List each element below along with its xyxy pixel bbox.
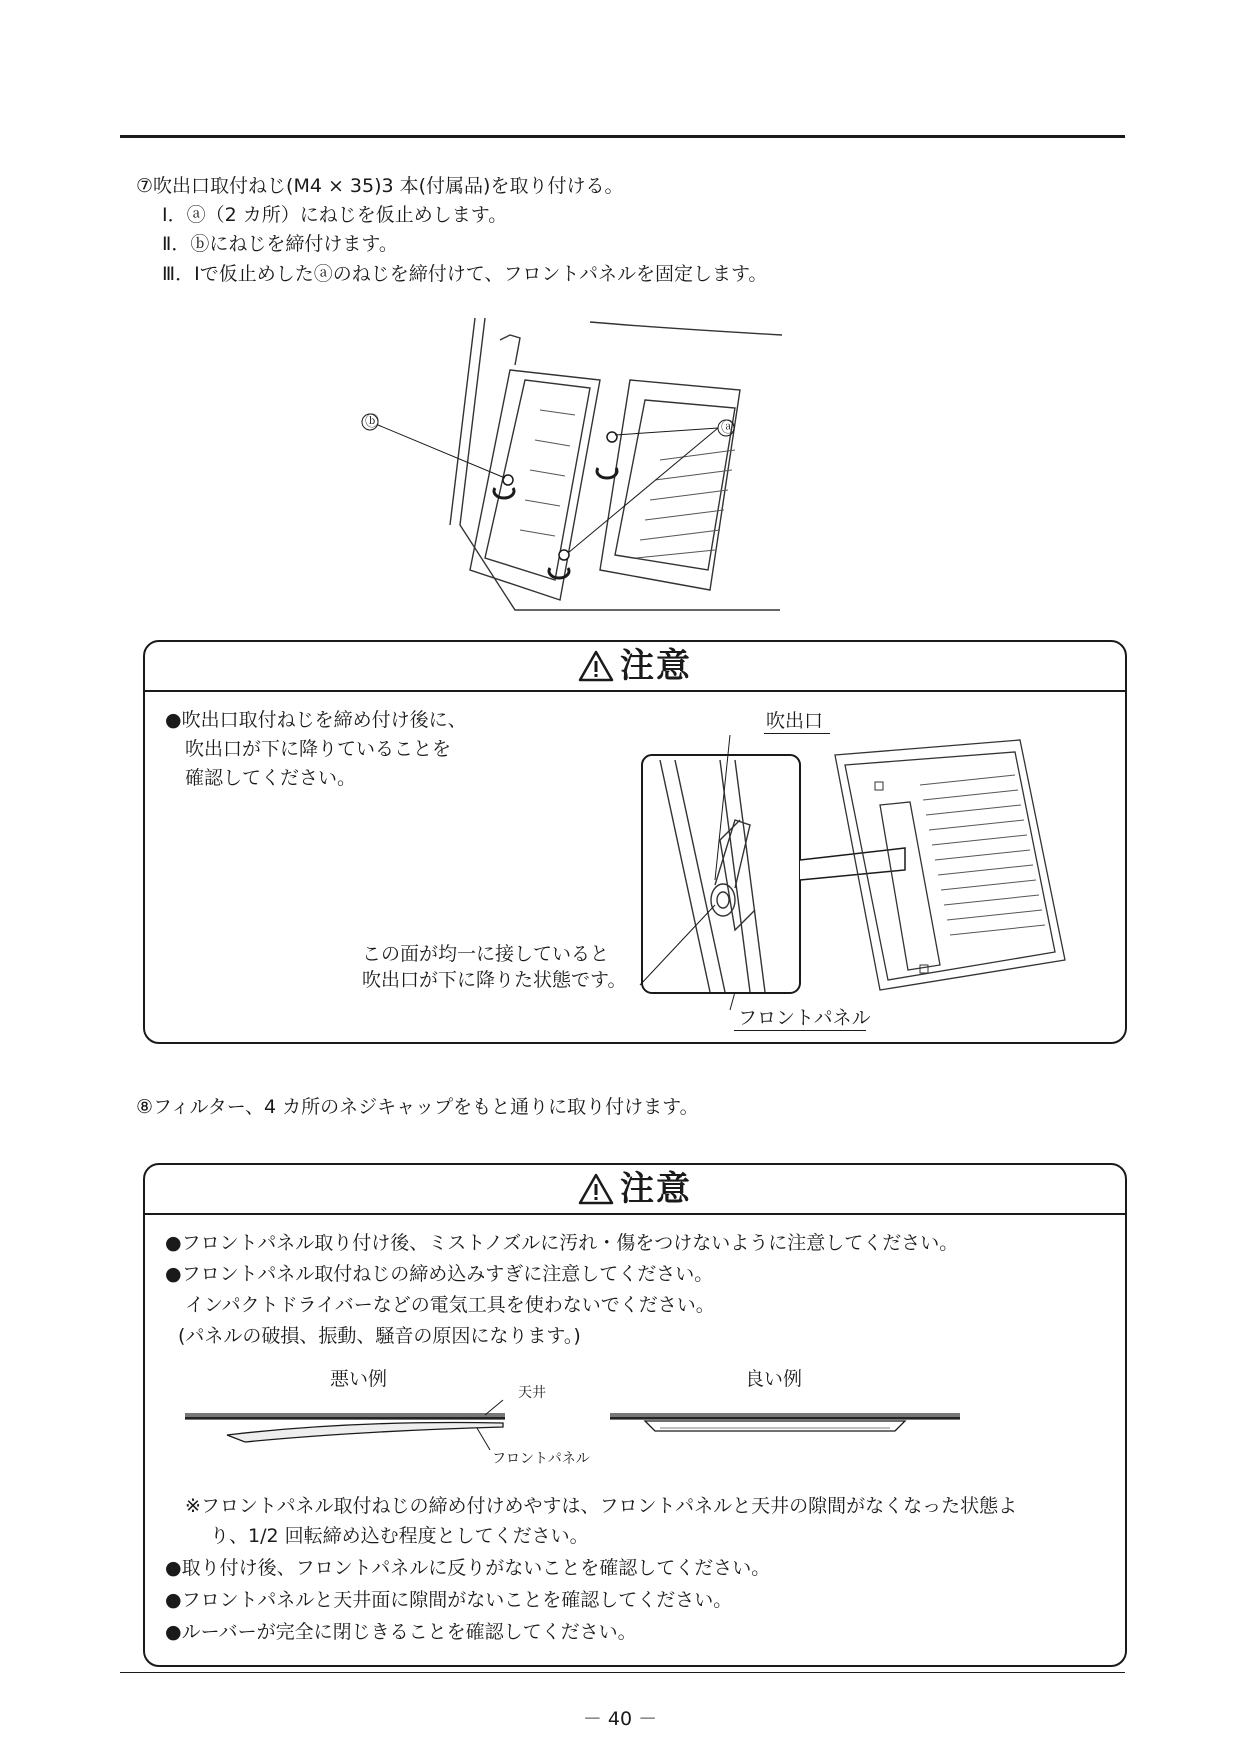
caution2-bullet2-line3: (パネルの破損、振動、騒音の原因になります。) bbox=[178, 1325, 581, 1347]
caution1-line3: 確認してください。 bbox=[185, 767, 357, 789]
page-number: － 40 － bbox=[582, 1708, 658, 1730]
label-b: ⓑ bbox=[365, 414, 379, 430]
warning-triangle-icon bbox=[578, 650, 614, 682]
top-rule bbox=[120, 135, 1125, 138]
caution1-note-line1: この面が均一に接していると bbox=[362, 943, 610, 965]
step7-title: ⑦吹出口取付ねじ(M4 × 35)3 本(付属品)を取り付ける。 bbox=[136, 175, 624, 197]
front-panel-underline bbox=[734, 1030, 866, 1031]
caution2-bullet3: ●取り付け後、フロントパネルに反りがないことを確認してください。 bbox=[165, 1557, 771, 1579]
step7-sub3: Ⅲ．Ⅰで仮止めしたⓐのねじを締付けて、フロントパネルを固定します。 bbox=[162, 263, 768, 285]
caution-header-1 bbox=[145, 642, 1125, 692]
caution1-note-line2: 吹出口が下に降りた状態です。 bbox=[362, 969, 627, 991]
outlet-screw-illustration bbox=[400, 310, 820, 610]
caution1-line1: ●吹出口取付ねじを締め付け後に、 bbox=[165, 709, 467, 731]
label-a: ⓐ bbox=[721, 420, 735, 436]
caution-title-1: 注意 bbox=[620, 646, 692, 686]
caution2-bullet4: ●フロントパネルと天井面に隙間がないことを確認してください。 bbox=[165, 1589, 733, 1611]
bad-example-label: 悪い例 bbox=[330, 1368, 388, 1390]
caution2-note2: り、1/2 回転締め込む程度としてください。 bbox=[210, 1525, 589, 1547]
warning-triangle-icon bbox=[578, 1173, 614, 1205]
label-front-panel: フロントパネル bbox=[738, 1007, 871, 1029]
caution2-bullet1: ●フロントパネル取り付け後、ミストノズルに汚れ・傷をつけないように注意してください。 bbox=[165, 1232, 959, 1254]
caution-header-2 bbox=[145, 1165, 1125, 1215]
caution2-bullet5: ●ルーバーが完全に閉じきることを確認してください。 bbox=[165, 1621, 637, 1643]
caution2-bullet2-line2: インパクトドライバーなどの電気工具を使わないでください。 bbox=[185, 1294, 715, 1316]
step7-sub1: Ⅰ．ⓐ（2 カ所）にねじを仮止めします。 bbox=[162, 204, 508, 226]
outlet-detail-illustration bbox=[640, 730, 1080, 1030]
bottom-rule bbox=[120, 1672, 1125, 1673]
panel-label: フロントパネル bbox=[492, 1451, 590, 1467]
ceiling-label: 天井 bbox=[518, 1385, 546, 1401]
step7-sub2: Ⅱ．ⓑにねじを締付けます。 bbox=[162, 233, 398, 255]
caution2-bullet2: ●フロントパネル取付ねじの締め込みすぎに注意してください。 bbox=[165, 1263, 714, 1285]
caution-title-2: 注意 bbox=[620, 1169, 692, 1209]
step8-title: ⑧フィルター、4 カ所のネジキャップをもと通りに取り付けます。 bbox=[136, 1096, 699, 1118]
label-outlet: 吹出口 bbox=[766, 710, 824, 732]
caution1-line2: 吹出口が下に降りていることを bbox=[185, 738, 452, 760]
good-example-label: 良い例 bbox=[745, 1368, 803, 1390]
caution2-note1: ※フロントパネル取付ねじの締め付けめやすは、フロントパネルと天井の隙間がなくなった状態よ bbox=[185, 1495, 1018, 1517]
